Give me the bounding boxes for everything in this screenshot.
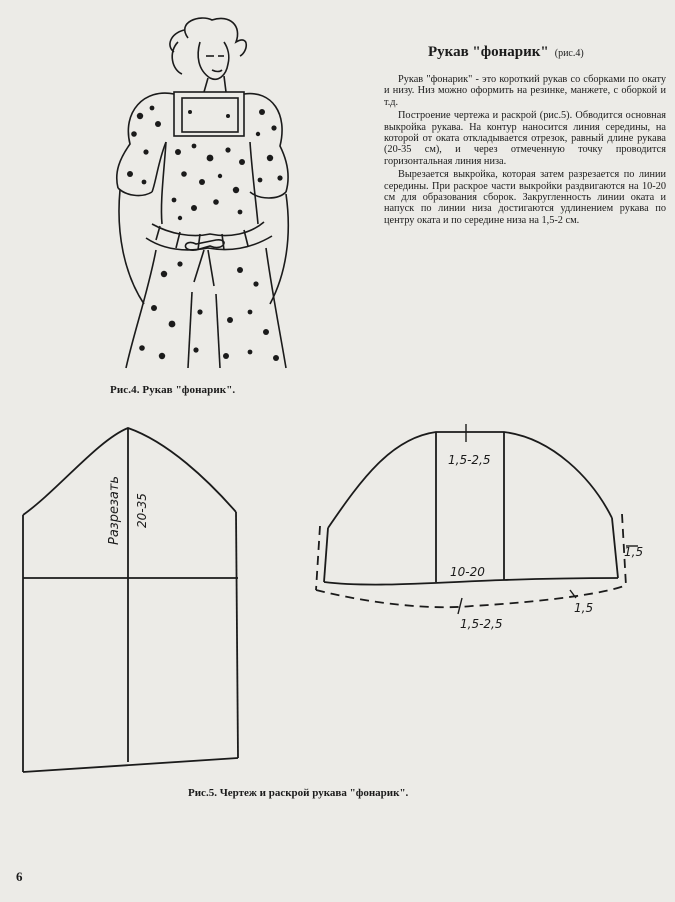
paragraph-construction: Построение чертежа и раскрой (рис.5). Обводится основная выкройка рукава. На контур наносится линия середины, на которой от оката откладывается отрезок, равный длине рукава (20-35 см), и через отмеченную точку проводится горизонтальная линия низа. — [384, 110, 666, 167]
title-text: Рукав "фонарик" — [428, 44, 549, 60]
paragraph-cutting: Вырезается выкройка, которая затем разрезается по линии середины. При раскрое части выкройки раздвигаются на 10-20 см для образования сборок. Закругленность линии оката и напуск по линии низа достигаются удлинением рукава по центру оката и по середине низа на 1,5-2 см. — [384, 169, 666, 226]
sleeve-length-label: 20-35 — [135, 493, 149, 528]
spread-pattern-drawing — [312, 418, 652, 643]
side-allowance-label: 1,5 — [624, 545, 644, 559]
cut-line-label: Разрезать — [107, 475, 122, 545]
sleeve-pattern-drawing — [18, 420, 248, 780]
spread-width-label: 10-20 — [450, 565, 485, 579]
hem-extension-label: 1,5-2,5 — [460, 617, 503, 631]
hem-allowance-label: 1,5 — [574, 601, 594, 615]
page-number: 6 — [16, 869, 23, 884]
figure4-illustration — [100, 12, 296, 372]
figure5-caption: Рис.5. Чертеж и раскрой рукава "фонарик". — [188, 787, 409, 799]
figure-reference: (рис.4) — [554, 48, 584, 59]
section-title — [428, 44, 584, 61]
article-body — [384, 74, 666, 228]
top-extension-label: 1,5-2,5 — [448, 453, 491, 467]
paragraph-intro: Рукав "фонарик" - это короткий рукав со сборками по окату и низу. Низ можно оформить на резинке, манжете, с оборкой и т.д. — [384, 74, 666, 108]
figure4-caption: Рис.4. Рукав "фонарик". — [110, 384, 236, 396]
